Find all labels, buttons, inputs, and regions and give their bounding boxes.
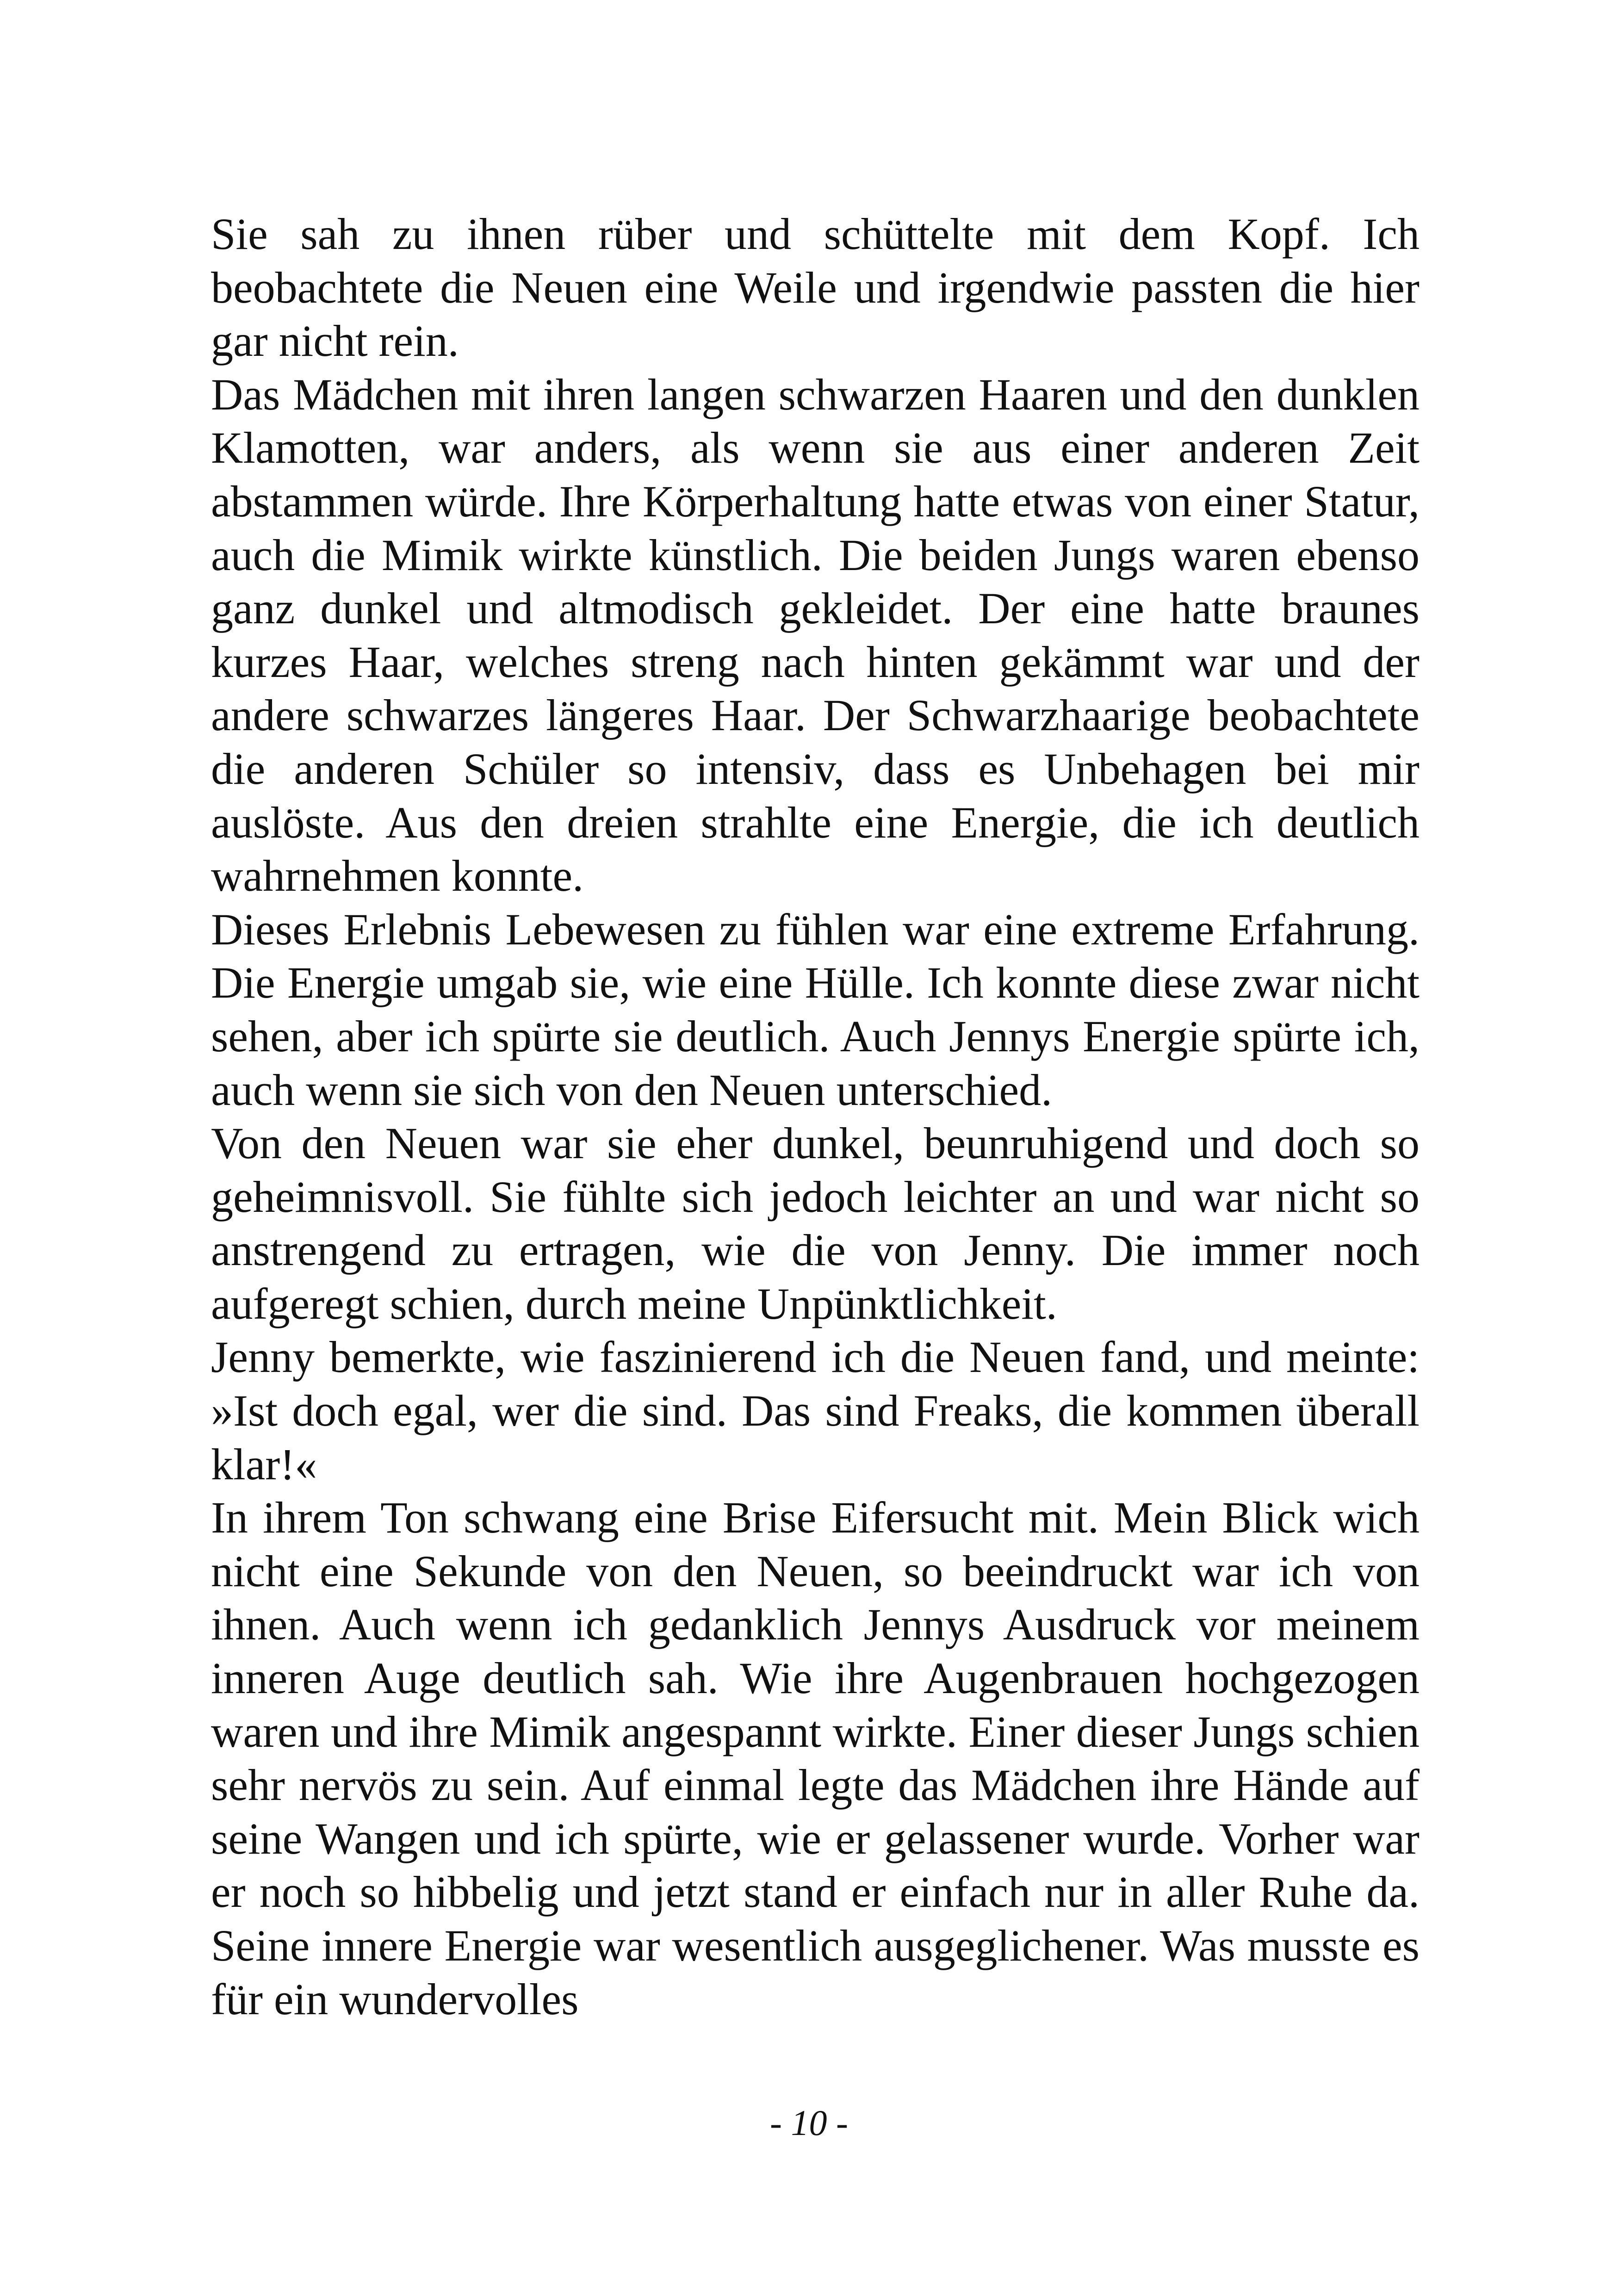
paragraph-4: Von den Neuen war sie eher dunkel, beunruhigend und doch so geheimnisvoll. Sie fühlte sich jedoch leichter an und war nicht so anstrengend zu ertragen, wie die von Jenny. Die immer noch aufgeregt schien, durch meine Unpünktlichkeit. <box>211 1118 1420 1328</box>
body-text <box>211 207 1420 2026</box>
page-number <box>0 2100 1618 2146</box>
page-number-suffix: - <box>827 2103 848 2143</box>
page-number-value: 10 <box>791 2103 827 2143</box>
paragraph-3: Dieses Erlebnis Lebewesen zu fühlen war eine extreme Erfahrung. Die Energie umgab sie, wie eine Hülle. Ich konnte diese zwar nicht sehen, aber ich spürte sie deutlich. Auch Jennys Energie spürte ich, auch wenn sie sich von den Neuen unterschied. <box>211 904 1420 1115</box>
page-number-prefix: - <box>770 2103 791 2143</box>
paragraph-6: In ihrem Ton schwang eine Brise Eifersucht mit. Mein Blick wich nicht eine Sekunde von den Neuen, so beeindruckt war ich von ihnen. Auch wenn ich gedanklich Jennys Ausdruck vor meinem inneren Auge deutlich sah. Wie ihre Augenbrauen hochgezogen waren und ihre Mimik angespannt wirkte. Einer dieser Jungs schien sehr nervös zu sein. Auf einmal legte das Mädchen ihre Hände auf seine Wangen und ich spürte, wie er gelassener wurde. Vorher war er noch so hibbelig und jetzt stand er einfach nur in aller Ruhe da. Seine innere Energie war wesentlich ausgeglichener. Was musste es für ein wundervolles <box>211 1493 1420 2024</box>
paragraph-2: Das Mädchen mit ihren langen schwarzen Haaren und den dunklen Klamotten, war anders, als wenn sie aus einer anderen Zeit abstammen würde. Ihre Körperhaltung hatte etwas von einer Statur, auch die Mimik wirkte künstlich. Die beiden Jungs waren ebenso ganz dunkel und altmodisch gekleidet. Der eine hatte braunes kurzes Haar, welches streng nach hinten gekämmt war und der andere schwarzes längeres Haar. Der Schwarzhaarige beobachtete die anderen Schüler so intensiv, dass es Unbehagen bei mir auslöste. Aus den dreien strahlte eine Energie, die ich deutlich wahrnehmen konnte. <box>211 369 1420 901</box>
paragraph-1: Sie sah zu ihnen rüber und schüttelte mit dem Kopf. Ich beobachtete die Neuen eine Weile und irgendwie passten die hier gar nicht rein. <box>211 209 1420 366</box>
paragraph-5: Jenny bemerkte, wie faszinierend ich die Neuen fand, und meinte: »Ist doch egal, wer die sind. Das sind Freaks, die kommen überall klar!« <box>211 1332 1420 1489</box>
